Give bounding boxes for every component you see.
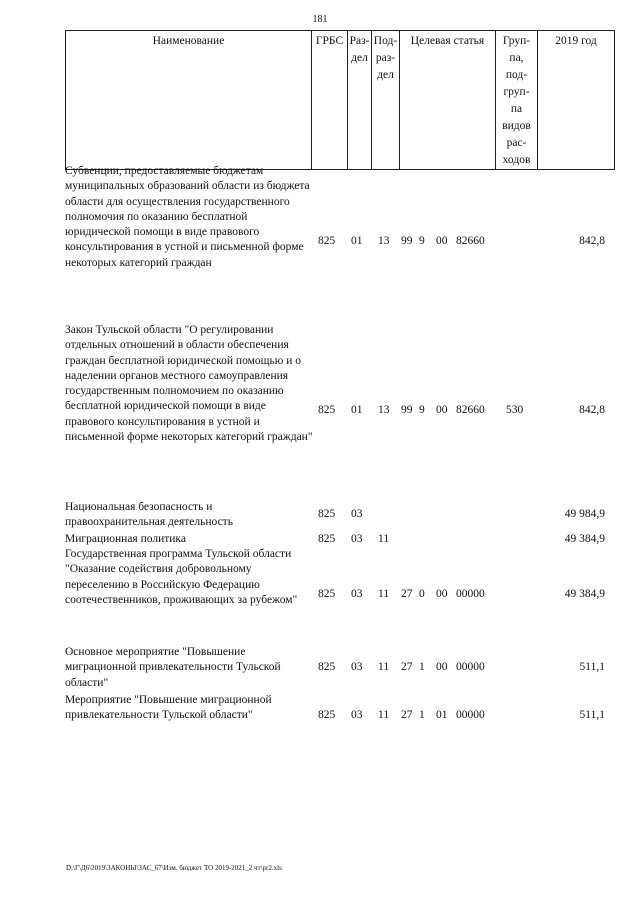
- row-vid-rashodov: 530: [506, 404, 524, 416]
- row-name: Государственная программа Тульской области "Оказание содействия добровольному переселению в Российскую Федерацию соотечественников, проживающих за рубежом": [65, 548, 298, 606]
- row-sum: 49 384,9: [564, 533, 605, 545]
- row-cs-event: 00: [436, 588, 448, 600]
- col-header-grbs: ГРБС: [312, 31, 348, 170]
- file-path-footer: D:\Г\Д6\2019\ЗАКОНЫ\ЗАС_67\Изм. бюджет ТО 2019-2021_2 чт\pr2.xls: [66, 864, 282, 872]
- row-cs-event: 01: [436, 709, 448, 721]
- row-podrazdel: 11: [378, 533, 390, 545]
- row-cs-direction: 82660: [456, 235, 485, 247]
- row-razdel: 01: [351, 404, 363, 416]
- row-sum: 842,8: [579, 404, 605, 416]
- row-cs-direction: 00000: [456, 709, 485, 721]
- row-cs-subprogram: 9: [419, 404, 425, 416]
- row-grbs: 825: [318, 661, 336, 673]
- row-podrazdel: 11: [378, 661, 390, 673]
- row-sum: 842,8: [579, 235, 605, 247]
- row-podrazdel: 11: [378, 709, 390, 721]
- row-name: Национальная безопасность и правоохранительная деятельность: [65, 501, 233, 529]
- col-header-vid-rashodov-text: Груп- па, под- груп- па видов рас- ходов: [502, 35, 531, 166]
- row-cs-subprogram: 1: [419, 709, 425, 721]
- row-razdel: 01: [351, 235, 363, 247]
- row-grbs: 825: [318, 508, 336, 520]
- row-razdel: 03: [351, 508, 363, 520]
- row-cs-direction: 00000: [456, 661, 485, 673]
- row-cs-subprogram: 9: [419, 235, 425, 247]
- row-razdel: 03: [351, 533, 363, 545]
- row-razdel: 03: [351, 709, 363, 721]
- row-grbs: 825: [318, 235, 336, 247]
- row-podrazdel: 13: [378, 404, 390, 416]
- row-cs-event: 00: [436, 404, 448, 416]
- row-sum: 49 984,9: [564, 508, 605, 520]
- row-podrazdel: 13: [378, 235, 390, 247]
- col-header-podrazdel-text: Под- раз- дел: [373, 35, 398, 81]
- col-header-year: 2019 год: [538, 31, 615, 170]
- row-cs-program: 99: [401, 404, 413, 416]
- row-sum: 511,1: [579, 661, 605, 673]
- row-name: Миграционная политика: [65, 533, 186, 545]
- col-header-razdel-text: Раз- дел: [349, 35, 370, 64]
- col-header-name: Наименование: [66, 31, 312, 170]
- row-name: Субвенции, предоставляемые бюджетам муниципальных образований области из бюджета области для осуществления государственного полномочия по оказанию бесплатной юридической помощи в виде правового консультирования в устной и письменной форме некоторых категорий граждан: [65, 165, 310, 269]
- row-cs-program: 27: [401, 661, 413, 673]
- row-razdel: 03: [351, 661, 363, 673]
- row-cs-direction: 00000: [456, 588, 485, 600]
- row-cs-event: 00: [436, 235, 448, 247]
- row-cs-program: 27: [401, 709, 413, 721]
- col-header-vid-rashodov: [496, 31, 538, 170]
- row-cs-event: 00: [436, 661, 448, 673]
- row-cs-subprogram: 0: [419, 588, 425, 600]
- row-grbs: 825: [318, 709, 336, 721]
- col-header-razdel: [348, 31, 372, 170]
- col-header-cel-statya: Целевая статья: [400, 31, 496, 170]
- row-cs-program: 27: [401, 588, 413, 600]
- row-name: Мероприятие "Повышение миграционной привлекательности Тульской области": [65, 694, 272, 722]
- table-header: [65, 30, 615, 170]
- row-cs-direction: 82660: [456, 404, 485, 416]
- row-grbs: 825: [318, 533, 336, 545]
- row-name: Закон Тульской области "О регулировании отдельных отношений в области обеспечения граждан бесплатной юридической помощью и о наделении органов местного самоуправления государственным полномочием по оказанию бесплатной юридической помощи в виде правового консультирования в устной и письменной форме некоторых категорий граждан": [65, 324, 313, 444]
- row-podrazdel: 11: [378, 588, 390, 600]
- row-sum: 49 384,9: [564, 588, 605, 600]
- row-cs-program: 99: [401, 235, 413, 247]
- row-razdel: 03: [351, 588, 363, 600]
- row-grbs: 825: [318, 404, 336, 416]
- row-name: Основное мероприятие "Повышение миграционной привлекательности Тульской области": [65, 646, 281, 689]
- col-header-podrazdel: [372, 31, 400, 170]
- page-number: 181: [312, 14, 328, 25]
- row-cs-subprogram: 1: [419, 661, 425, 673]
- row-grbs: 825: [318, 588, 336, 600]
- row-sum: 511,1: [579, 709, 605, 721]
